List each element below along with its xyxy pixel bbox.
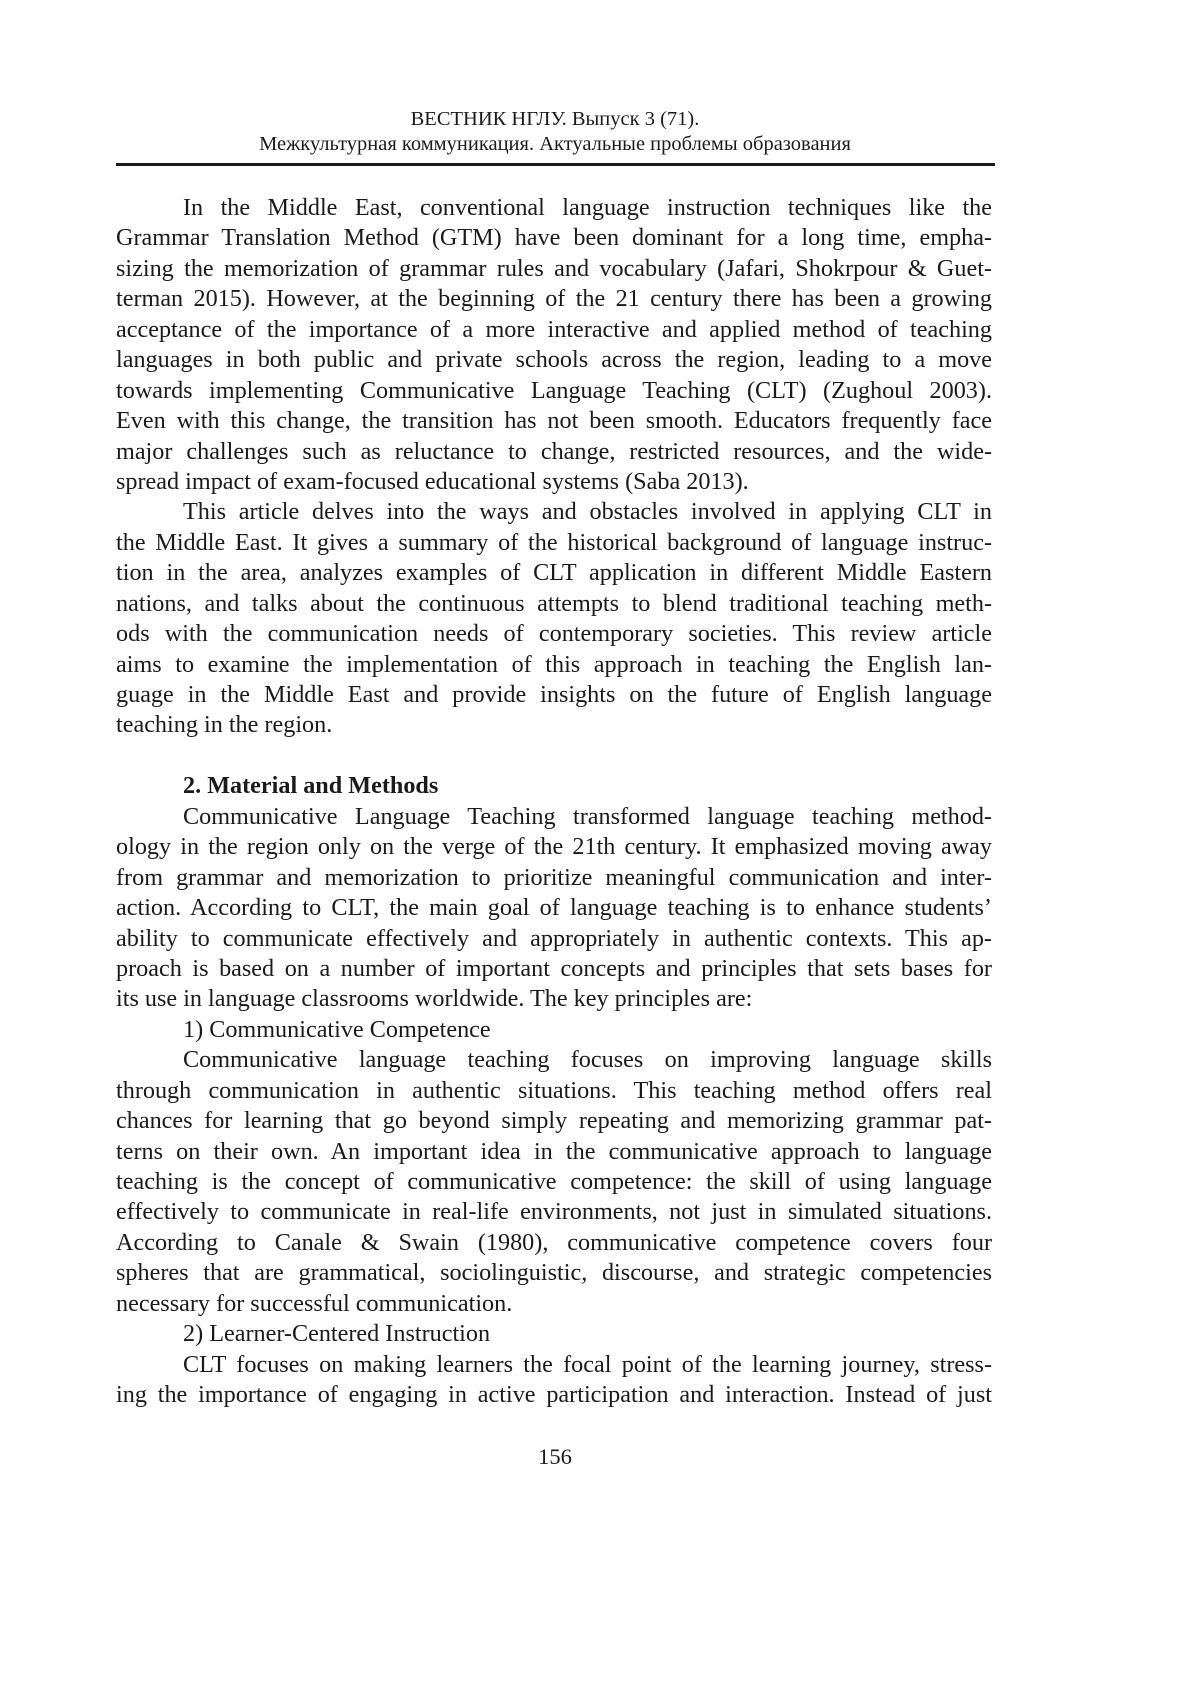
text-line: effectively to communicate in real-life environments, not just in simulated situations. (116, 1198, 992, 1226)
text-line: Communicative language teaching focuses on improving language skills (183, 1046, 992, 1074)
text-line: its use in language classrooms worldwide. The key principles are: (116, 985, 753, 1013)
text-line: languages in both public and private schools across the region, leading to a move (116, 346, 992, 374)
text-line: CLT focuses on making learners the focal point of the learning journey, stress- (183, 1350, 992, 1378)
text-line: nations, and talks about the continuous attempts to blend traditional teaching meth- (116, 589, 992, 617)
text-line: 2) Learner-Centered Instruction (183, 1320, 491, 1348)
text-line: 1) Communicative Competence (183, 1015, 491, 1043)
text-line: proach is based on a number of important concepts and principles that sets bases for (116, 954, 992, 982)
header-rule (116, 163, 995, 166)
text-line: ology in the region only on the verge of the 21th century. It emphasized moving away (116, 833, 992, 861)
page-number: 156 (538, 1444, 572, 1469)
text-line: aims to examine the implementation of this approach in teaching the English lan- (116, 650, 992, 678)
text-line: necessary for successful communication. (116, 1289, 513, 1317)
text-line: towards implementing Communicative Language Teaching (CLT) (Zughoul 2003). (116, 376, 992, 404)
text-line: tion in the area, analyzes examples of CLT application in different Middle Eastern (116, 559, 992, 587)
text-line: sizing the memorization of grammar rules and vocabulary (Jafari, Shokrpour & Guet- (116, 254, 992, 282)
text-line: through communication in authentic situations. This teaching method offers real (116, 1076, 992, 1104)
text-line: Communicative Language Teaching transformed language teaching method- (183, 802, 992, 830)
text-line: Grammar Translation Method (GTM) have been dominant for a long time, empha- (116, 224, 992, 252)
text-line: Even with this change, the transition has not been smooth. Educators frequently face (116, 407, 992, 435)
text-line: chances for learning that go beyond simply repeating and memorizing grammar pat- (116, 1107, 992, 1135)
text-line: ods with the communication needs of contemporary societies. This review article (116, 620, 992, 648)
text-line: spread impact of exam-focused educational systems (Saba 2013). (116, 467, 749, 495)
text-line: teaching is the concept of communicative competence: the skill of using language (116, 1168, 992, 1195)
text-line: terns on their own. An important idea in the communicative approach to language (116, 1137, 992, 1165)
text-line: action. According to CLT, the main goal of language teaching is to enhance students’ (116, 894, 992, 922)
text-line: guage in the Middle East and provide insights on the future of English language (116, 681, 992, 708)
article-body (116, 193, 992, 1411)
text-line: This article delves into the ways and obstacles involved in applying CLT in (183, 498, 992, 526)
text-line: acceptance of the importance of a more interactive and applied method of teaching (116, 315, 992, 343)
journal-title: ВЕСТНИК НГЛУ. Выпуск 3 (71). (410, 108, 700, 130)
section-heading: 2. Material and Methods (183, 772, 439, 800)
text-line: In the Middle East, conventional language instruction techniques like the (183, 194, 992, 221)
text-line: ing the importance of engaging in active participation and interaction. Instead of just (116, 1381, 992, 1409)
text-line: major challenges such as reluctance to change, restricted resources, and the wide- (116, 437, 992, 465)
text-line: from grammar and memorization to prioritize meaningful communication and inter- (116, 863, 992, 891)
journal-section: Межкультурная коммуникация. Актуальные проблемы образования (259, 133, 851, 155)
text-line: ability to communicate effectively and appropriately in authentic contexts. This ap- (116, 924, 992, 952)
text-line: teaching in the region. (116, 711, 333, 739)
text-line: terman 2015). However, at the beginning of the 21 century there has been a growing (116, 285, 992, 313)
text-line: spheres that are grammatical, sociolinguistic, discourse, and strategic competencies (116, 1259, 992, 1287)
text-line: the Middle East. It gives a summary of the historical background of language instruc- (116, 528, 992, 556)
text-line: According to Canale & Swain (1980), communicative competence covers four (116, 1228, 992, 1256)
blank-line (116, 741, 992, 771)
